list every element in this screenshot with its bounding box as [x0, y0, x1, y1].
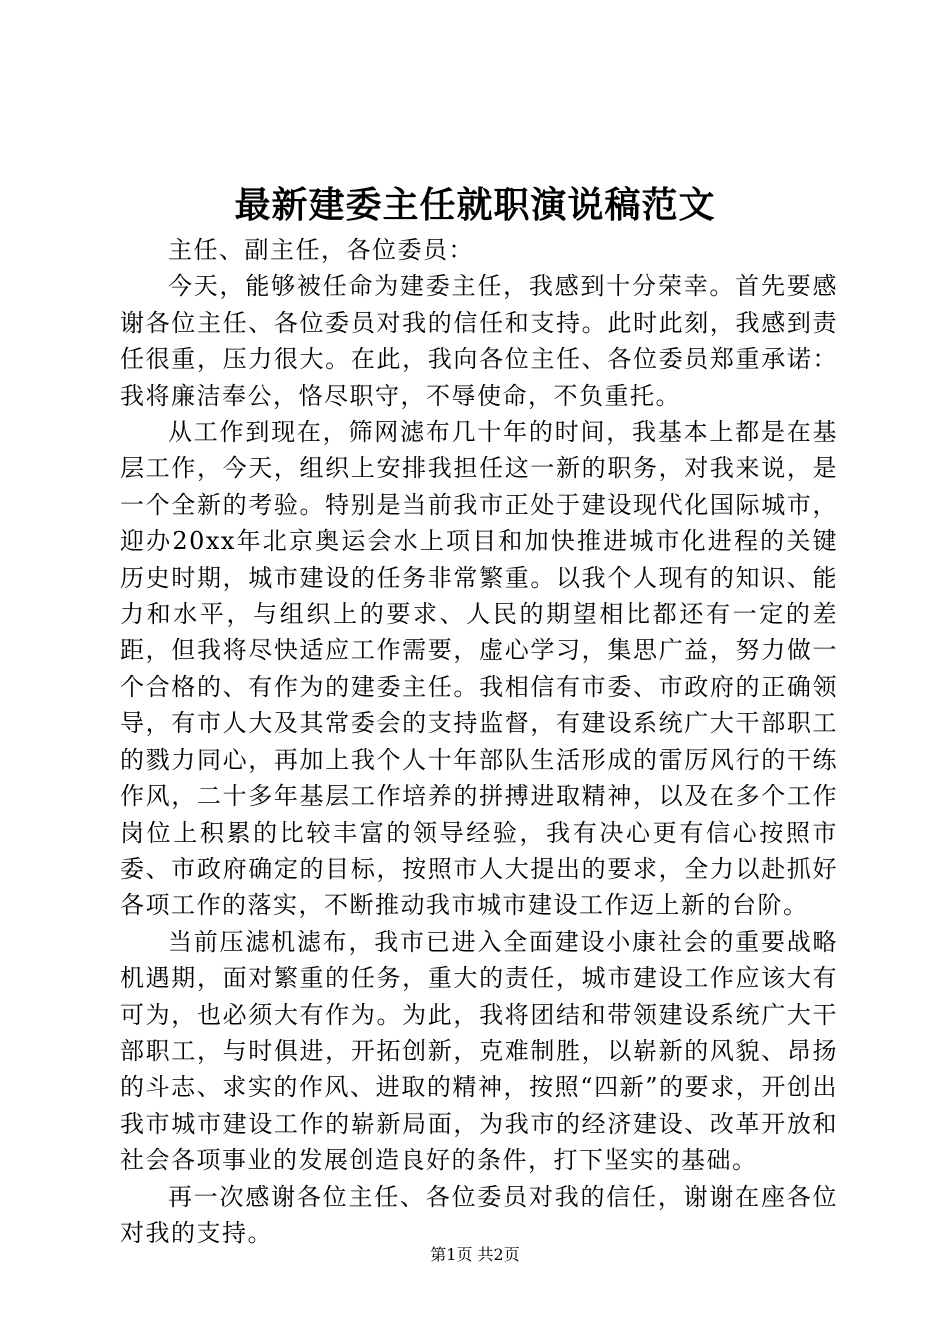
document-body	[120, 232, 838, 1251]
body-paragraph: 当前压滤机滤布，我市已进入全面建设小康社会的重要战略机遇期，面对繁重的任务，重大的责任，城市建设工作应该大有可为，也必须大有作为。为此，我将团结和带领建设系统广大干部职工，与时俱进，开拓创新，克难制胜，以崭新的风貌、昂扬的斗志、求实的作风、进取的精神，按照“四新”的要求，开创出我市城市建设工作的崭新局面，为我市的经济建设、改革开放和社会各项事业的发展创造良好的条件，打下坚实的基础。	[120, 927, 838, 1175]
closing-paragraph: 再一次感谢各位主任、各位委员对我的信任，谢谢在座各位对我的支持。	[120, 1182, 838, 1247]
page-number-footer: 第1页 共2页	[430, 1245, 520, 1264]
salutation-paragraph: 主任、副主任，各位委员：	[168, 236, 474, 264]
body-paragraph: 今天，能够被任命为建委主任，我感到十分荣幸。首先要感谢各位主任、各位委员对我的信任和支持。此时此刻，我感到责任很重，压力很大。在此，我向各位主任、各位委员郑重承诺：我将廉洁奉公，恪尽职守，不辱使命，不负重托。	[120, 272, 838, 410]
document-title: 最新建委主任就职演说稿范文	[234, 184, 716, 226]
body-paragraph: 从工作到现在，筛网滤布几十年的时间，我基本上都是在基层工作，今天，组织上安排我担任这一新的职务，对我来说，是一个全新的考验。特别是当前我市正处于建设现代化国际城市，迎办20xx年北京奥运会水上项目和加快推进城市化进程的关键历史时期，城市建设的任务非常繁重。以我个人现有的知识、能力和水平，与组织上的要求、人民的期望相比都还有一定的差距，但我将尽快适应工作需要，虚心学习，集思广益，努力做一个合格的、有作为的建委主任。我相信有市委、市政府的正确领导，有市人大及其常委会的支持监督，有建设系统广大干部职工的戮力同心，再加上我个人十年部队生活形成的雷厉风行的干练作风，二十多年基层工作培养的拼搏进取精神，以及在多个工作岗位上积累的比较丰富的领导经验，我有决心更有信心按照市委、市政府确定的目标，按照市人大提出的要求，全力以赴抓好各项工作的落实，不断推动我市城市建设工作迈上新的台阶。	[120, 418, 838, 920]
